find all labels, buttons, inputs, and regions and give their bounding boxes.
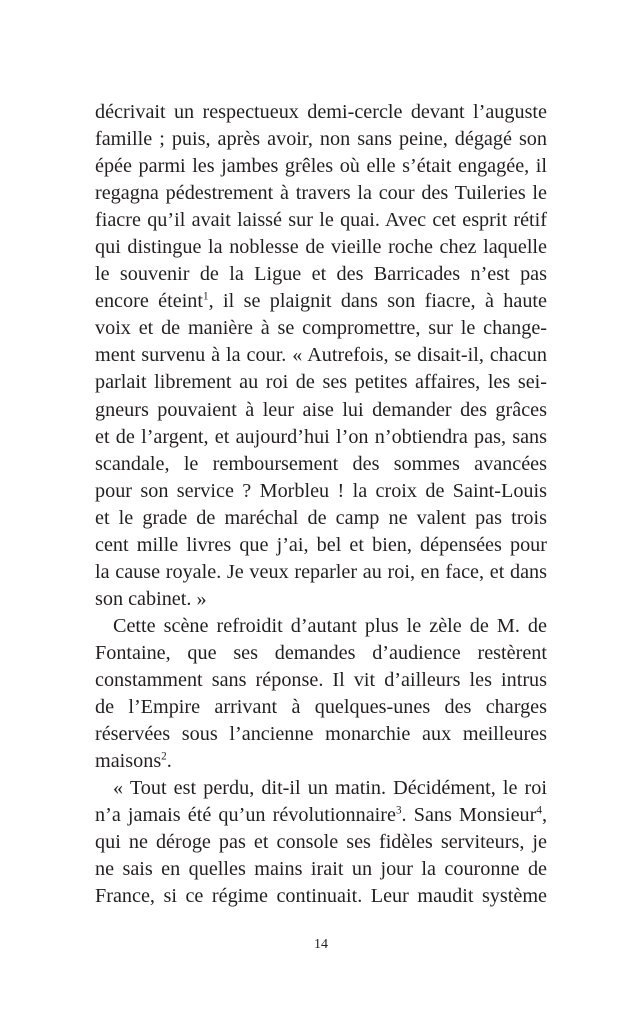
text-line — [95, 721, 547, 748]
line-text: et de l’argent, et aujourd’hui l’on n’obtiendra pas, sans — [95, 425, 547, 448]
footnote-marker: 2 — [161, 750, 167, 763]
line-text: pour son service ? Morbleu ! la croix de Saint-Louis — [95, 479, 547, 502]
line-text: « Tout est perdu, dit-il un matin. Décidément, le roi — [113, 777, 547, 800]
line-text: , — [541, 804, 547, 827]
line-text: qui distingue la noblesse de vieille roche chez laquelle — [95, 236, 547, 259]
footnote-marker: 1 — [203, 290, 209, 303]
line-text: décrivait un respectueux demi-cercle devant l’auguste — [95, 101, 547, 123]
text-line — [95, 207, 547, 234]
line-text: France, si ce régime continuait. Leur maudit système — [95, 885, 547, 908]
text-line — [95, 180, 547, 207]
text-line — [95, 775, 547, 802]
text-line — [95, 478, 547, 505]
text-line — [95, 694, 547, 721]
text-line — [95, 153, 547, 180]
text-line — [95, 424, 547, 451]
text-line — [95, 505, 547, 532]
text-line — [95, 829, 547, 856]
line-text: cent mille livres que j’ai, bel et bien, dépensées pour — [95, 533, 547, 556]
text-line — [95, 126, 547, 153]
text-line — [95, 883, 547, 910]
line-text: constamment sans réponse. Il vit d’ailleurs les intrus — [95, 668, 547, 691]
text-line — [95, 559, 547, 586]
line-text: parlait librement au roi de ses petites affaires, les sei- — [95, 371, 547, 394]
line-text: qui ne déroge pas et console ses fidèles serviteurs, je — [95, 831, 547, 854]
line-text: ment survenu à la cour. « Autrefois, se disait-il, chacun — [95, 344, 547, 367]
line-text: réservées sous l’ancienne monarchie aux meilleures — [95, 723, 547, 746]
text-line — [95, 667, 547, 694]
line-text: . — [166, 750, 172, 773]
text-line — [95, 234, 547, 261]
page-number: 14 — [314, 937, 328, 952]
line-text: ne sais en quelles mains irait un jour la couronne de — [95, 858, 547, 881]
line-text: épée parmi les jambes grêles où elle s’était engagée, il — [95, 155, 547, 178]
text-line — [95, 288, 547, 315]
text-line — [95, 640, 547, 667]
text-line — [95, 451, 547, 478]
text-line — [95, 99, 547, 126]
line-text: encore éteint — [95, 290, 204, 313]
footnote-marker: 4 — [536, 804, 542, 817]
text-line — [95, 586, 547, 613]
text-line — [95, 613, 547, 640]
line-text: regagna pédestrement à travers la cour des Tuileries le — [95, 182, 547, 205]
line-text: la cause royale. Je veux reparler au roi, en face, et dans — [95, 560, 547, 583]
line-text: et le grade de maréchal de camp ne valent pas trois — [95, 506, 547, 529]
line-text: son cabinet. » — [95, 587, 207, 610]
line-text: , il se plaignit dans son fiacre, à haute — [208, 290, 547, 313]
text-line — [95, 397, 547, 424]
line-text: fiacre qu’il avait laissé sur le quai. Avec cet esprit rétif — [95, 209, 547, 232]
text-line — [95, 856, 547, 883]
line-text: scandale, le remboursement des sommes avancées — [95, 452, 547, 475]
line-text: maisons — [95, 750, 162, 773]
line-text: . Sans Monsieur — [401, 804, 537, 827]
line-text: voix et de manière à se compromettre, sur le change- — [95, 317, 547, 340]
line-text: de l’Empire arrivant à quelques-unes des charges — [95, 696, 547, 719]
line-text: gneurs pouvaient à leur aise lui demander des grâces — [95, 398, 547, 421]
text-line — [95, 802, 547, 829]
line-text: le souvenir de la Ligue et des Barricades n’est pas — [95, 263, 547, 286]
text-line — [95, 748, 547, 775]
line-text: Cette scène refroidit d’autant plus le zèle de M. de — [113, 614, 547, 637]
text-line — [95, 532, 547, 559]
line-text: Fontaine, que ses demandes d’audience restèrent — [95, 641, 547, 664]
footnote-marker: 3 — [395, 804, 402, 817]
text-line — [95, 315, 547, 342]
line-text: n’a jamais été qu’un révolutionnaire — [95, 804, 396, 827]
text-line — [95, 342, 547, 369]
line-text: famille ; puis, après avoir, non sans peine, dégagé son — [95, 128, 547, 151]
body-text — [95, 99, 547, 910]
text-line — [95, 369, 547, 396]
text-line — [95, 261, 547, 288]
